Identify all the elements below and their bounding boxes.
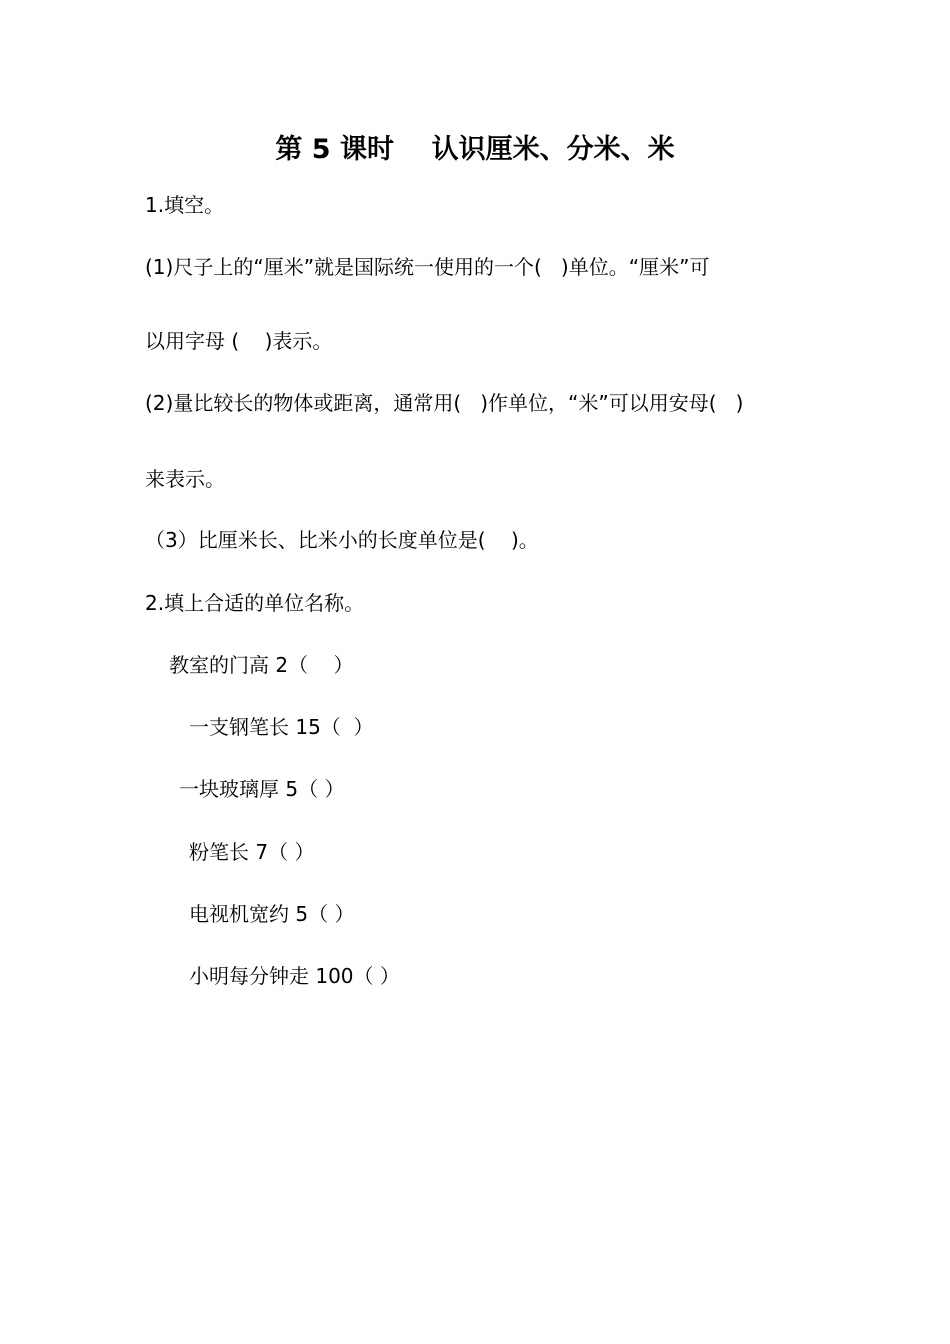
question-2-line-1: (2)量比较长的物体或距离，通常用( )作单位，“米”可以用安母( ) <box>145 391 744 415</box>
question-2-line-2: 来表示。 <box>145 467 225 491</box>
list-item: 一块玻璃厚 5（ ） <box>179 777 345 801</box>
list-item: 教室的门高 2（ ） <box>169 653 354 677</box>
question-1-line-1: (1)尺子上的“厘米”就是国际统一使用的一个( )单位。“厘米”可 <box>145 255 710 279</box>
list-item: 电视机宽约 5（ ） <box>189 902 355 926</box>
list-item: 小明每分钟走 100（ ） <box>189 964 400 988</box>
page-title: 第 5 课时 认识厘米、分米、米 <box>275 134 675 165</box>
list-item: 粉笔长 7（ ） <box>189 840 315 864</box>
list-item: 一支钢笔长 15（ ） <box>189 715 374 739</box>
section-1-heading: 1.填空。 <box>145 193 225 217</box>
question-3: （3）比厘米长、比米小的长度单位是( )。 <box>145 528 539 552</box>
section-2-heading: 2.填上合适的单位名称。 <box>145 591 365 615</box>
question-1-line-2: 以用字母 ( )表示。 <box>145 329 333 353</box>
